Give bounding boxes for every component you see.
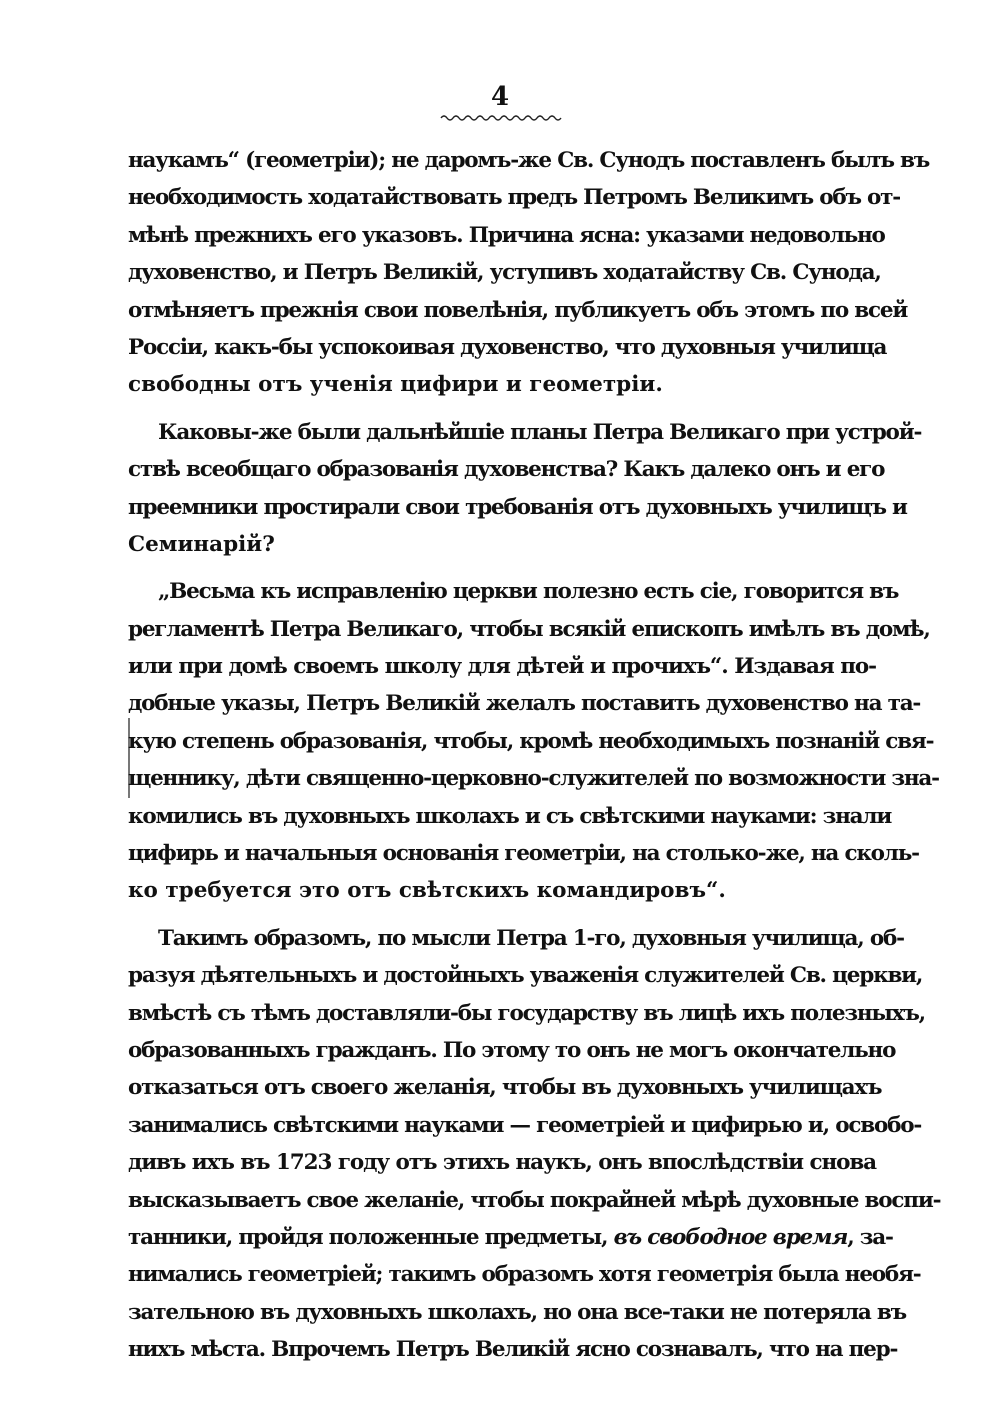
text-line: вмѣстѣ съ тѣмъ доставляли-бы государству въ лицѣ ихъ полезныхъ,	[128, 1000, 925, 1026]
text-line: дивъ ихъ въ 1723 году отъ этихъ наукъ, онъ впослѣдствіи снова	[128, 1150, 876, 1176]
text-line: наукамъ“ (геометріи); не даромъ-же Св. Сунодъ поставленъ былъ въ	[128, 148, 930, 173]
text-line: мѣнѣ прежнихъ его указовъ. Причина ясна: указами недовольно	[128, 222, 885, 248]
text-line: ствѣ всеобщаго образованія духовенства? Какъ далеко онъ и его	[128, 457, 885, 483]
text-line: кую степень образованія, чтобы, кромѣ необходимыхъ познаній свя-	[128, 728, 934, 754]
paragraph	[128, 142, 930, 404]
paragraph	[128, 920, 941, 1369]
text-line: добные указы, Петръ Великій желалъ поставить духовенство на та-	[128, 691, 921, 717]
text-line: занимались свѣтскими науками — геометріей и цифирью и, освобо-	[128, 1112, 922, 1138]
text-line: регламентѣ Петра Великаго, чтобы всякій епископъ имѣлъ въ домѣ,	[128, 616, 930, 642]
text-line: нимались геометріей; такимъ образомъ хотя геометрія была необя-	[128, 1262, 921, 1288]
text-line: ко требуется это отъ свѣтскихъ командировъ“.	[128, 878, 726, 904]
text-line: отмѣняетъ прежнія свои повелѣнія, публикуетъ объ этомъ по всей	[128, 297, 908, 323]
emphasis: въ свободное время	[613, 1224, 848, 1250]
paragraph	[128, 573, 939, 910]
page-number: 4	[490, 82, 510, 112]
text-line: или при домѣ своемъ школу для дѣтей и прочихъ“. Издавая по-	[128, 654, 876, 680]
text-line: духовенство, и Петръ Великій, уступивъ ходатайству Св. Сунода,	[128, 260, 881, 286]
wavy-rule-ornament	[440, 112, 562, 122]
text-line: цифирь и начальныя основанія геометріи, на столько-же, на сколь-	[128, 841, 919, 867]
text-line: комились въ духовныхъ школахъ и съ свѣтскими науками: знали	[128, 803, 892, 829]
text-line: высказываетъ свое желаніе, чтобы покрайней мѣрѣ духовные воспи-	[128, 1187, 941, 1213]
text-line: преемники простирали свои требованія отъ духовныхъ училищъ и	[128, 494, 907, 520]
text-line: Россіи, какъ-бы успокоивая духовенство, что духовныя училища	[128, 334, 887, 360]
text-line: танники, пройдя положенные предметы, въ свободное время, за-	[128, 1224, 893, 1250]
paragraph	[128, 414, 922, 564]
text-line: нихъ мѣста. Впрочемъ Петръ Великій ясно сознавалъ, что на пер-	[128, 1337, 898, 1363]
text-line: щеннику, дѣти священно-церковно-служителей по возможности зна-	[128, 766, 939, 792]
text-line: Такимъ образомъ, по мысли Петра 1-го, духовныя училища, об-	[158, 925, 904, 951]
text-line: отказаться отъ своего желанія, чтобы въ духовныхъ училищахъ	[128, 1075, 882, 1101]
text-line: образованныхъ гражданъ. По этому то онъ не могъ окончательно	[128, 1037, 896, 1063]
text-body	[128, 142, 941, 1379]
text-line: разуя дѣятельныхъ и достойныхъ уваженія служителей Св. церкви,	[128, 963, 923, 989]
text-line: Семинарій?	[128, 531, 275, 557]
text-line: зательною въ духовныхъ школахъ, но она все-таки не потеряла въ	[128, 1299, 906, 1325]
text-line: необходимость ходатайствовать предъ Петромъ Великимъ объ от-	[128, 185, 901, 211]
text-line: свободны отъ ученія цифири и геометріи.	[128, 372, 663, 398]
text-line: „Весьма къ исправленію церкви полезно есть сіе, говорится въ	[158, 579, 899, 605]
text-line: Каковы-же были дальнѣйшіе планы Петра Великаго при устрой-	[158, 419, 922, 445]
